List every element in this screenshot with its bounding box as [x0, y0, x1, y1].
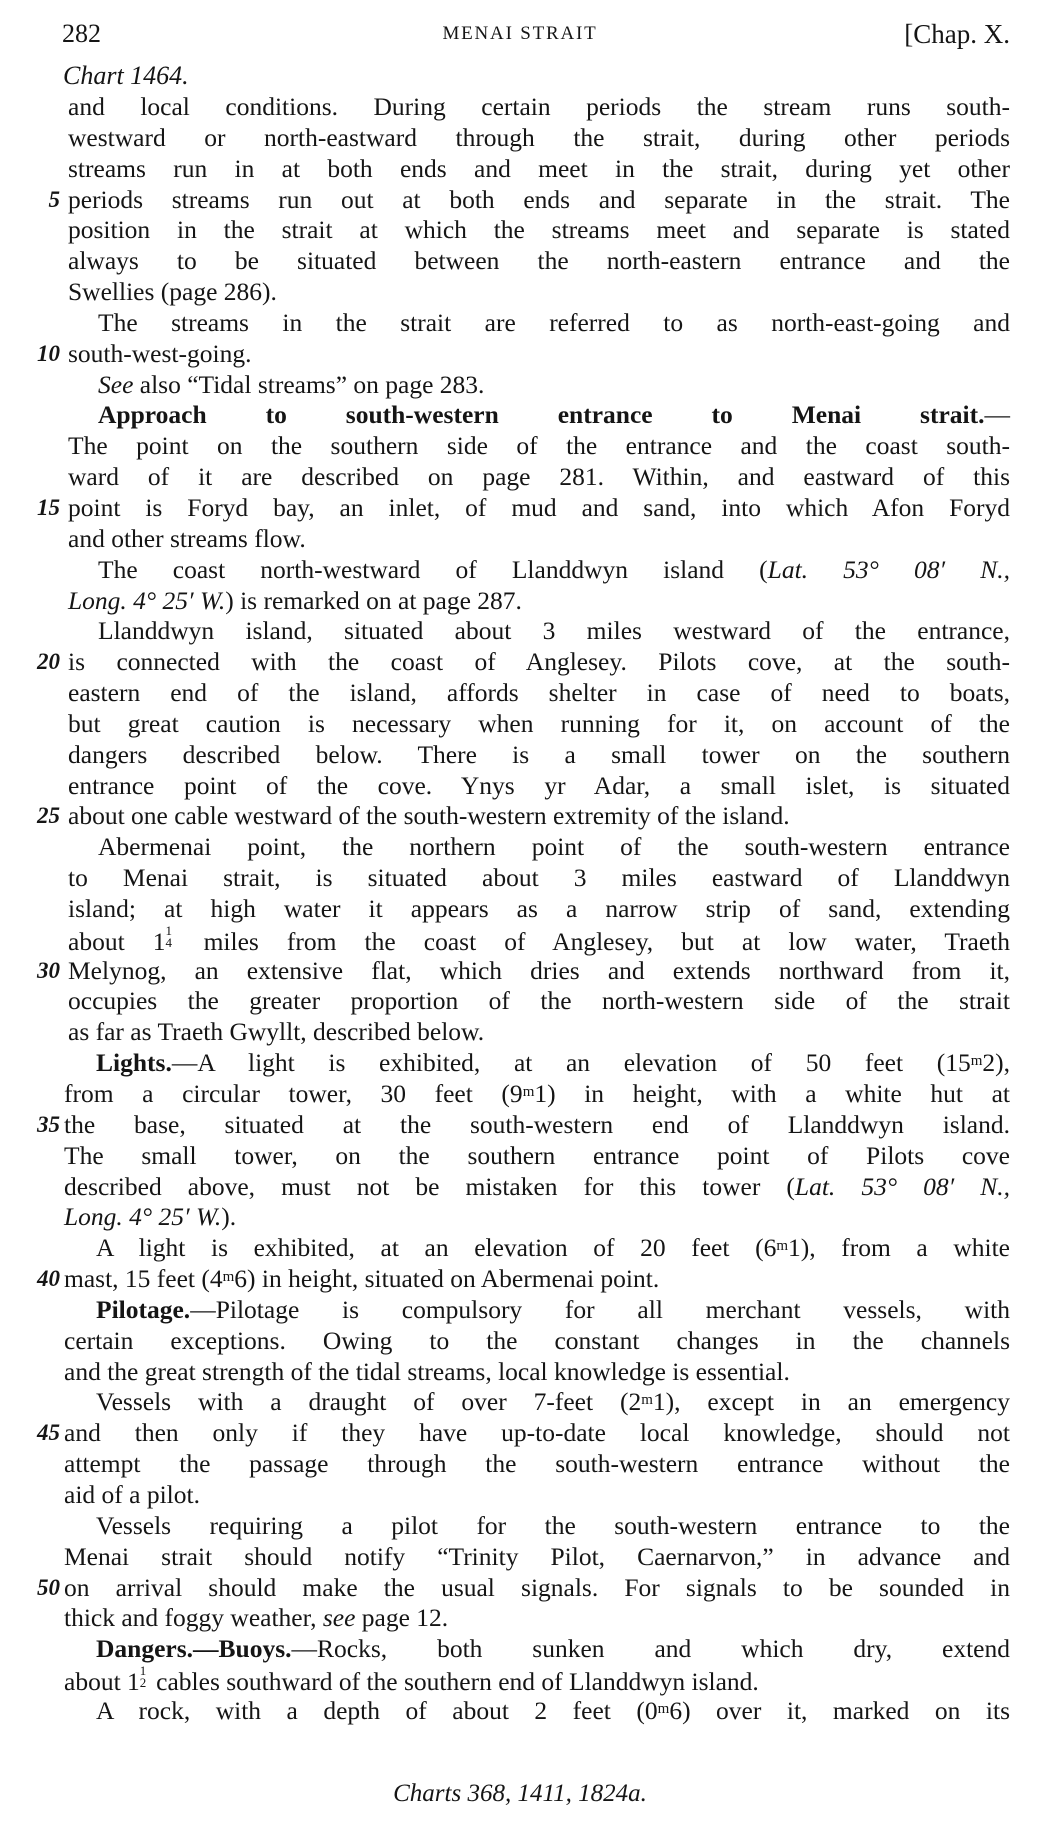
line-text: Vessels requiring a pilot for the south-western entrance to the	[96, 1510, 1010, 1540]
line-number: 45	[37, 1420, 60, 1446]
line-text: and then only if they have up-to-date local knowledge, should not	[64, 1418, 1010, 1448]
text-line	[0, 1110, 1040, 1141]
line-text: Abermenai point, the northern point of the south-western entrance	[98, 832, 1010, 862]
line-text: on arrival should make the usual signals. For signals to be sounded in	[64, 1572, 1010, 1602]
text-line	[0, 1696, 1040, 1727]
line-text: from a circular tower, 30 feet (9$^m$1) in height, with a white hut at	[64, 1079, 1010, 1108]
line-text: mast, 15 feet (4$^m$6) in height, situated on Abermenai point.	[64, 1264, 660, 1294]
text-line	[0, 1079, 1040, 1110]
line-number: 5	[48, 186, 60, 212]
running-title: MENAI STRAIT	[442, 23, 598, 44]
text-line	[0, 1202, 1040, 1233]
text-line	[0, 1634, 1040, 1665]
text-line	[0, 986, 1040, 1017]
text-line	[0, 647, 1040, 678]
line-text: about one cable westward of the south-western extremity of the island.	[68, 801, 790, 831]
line-text: always to be situated between the north-eastern entrance and the	[68, 246, 1010, 276]
text-line	[0, 1480, 1040, 1511]
line-text: is connected with the coast of Anglesey. Pilots cove, at the south-	[68, 647, 1010, 677]
line-text: attempt the passage through the south-western entrance without the	[64, 1449, 1010, 1479]
line-text: westward or north-eastward through the strait, during other periods	[68, 122, 1010, 152]
line-text: thick and foggy weather, see page 12.	[64, 1603, 449, 1633]
line-text: south-west-going.	[68, 338, 252, 368]
text-line	[0, 1326, 1040, 1357]
line-text: Long. 4° 25′ W.) is remarked on at page 287.	[68, 585, 522, 615]
line-text: point is Foryd bay, an inlet, of mud and sand, into which Afon Foryd	[68, 492, 1010, 522]
line-text: See also “Tidal streams” on page 283.	[98, 369, 485, 399]
text-line	[0, 1511, 1040, 1542]
text-line	[0, 771, 1040, 802]
line-text: Swellies (page 286).	[68, 277, 277, 307]
text-line	[0, 1357, 1040, 1388]
text-line	[0, 1295, 1040, 1326]
line-text: Menai strait should notify “Trinity Pilot, Caernarvon,” in advance and	[64, 1541, 1010, 1571]
line-text: certain exceptions. Owing to the constant changes in the channels	[64, 1325, 1010, 1355]
line-number: 35	[37, 1111, 60, 1137]
line-text: Lights.—A light is exhibited, at an elevation of 50 feet (15$^m$2),	[96, 1048, 1010, 1078]
line-number: 50	[37, 1574, 60, 1600]
line-text: entrance point of the cove. Ynys yr Adar, a small islet, is situated	[68, 770, 1010, 800]
line-number: 10	[37, 340, 60, 366]
text-line	[0, 493, 1040, 524]
line-text: occupies the greater proportion of the north-western side of the strait	[68, 986, 1010, 1016]
text-line	[0, 1172, 1040, 1203]
text-line	[0, 185, 1040, 216]
line-text: Dangers.—Buoys.—Rocks, both sunken and which dry, extend	[96, 1634, 1010, 1664]
text-line	[0, 1387, 1040, 1418]
text-line	[0, 246, 1040, 277]
line-text: about 1 1 4 miles from the coast of Anglesey, but at low water, Traeth	[68, 922, 1010, 956]
line-text: The coast north-westward of Llanddwyn island (Lat. 53° 08′ N.,	[98, 554, 1010, 584]
text-line	[0, 740, 1040, 771]
text-line	[0, 1542, 1040, 1573]
line-text: and the great strength of the tidal streams, local knowledge is essential.	[64, 1356, 790, 1386]
text-line	[0, 1603, 1040, 1634]
line-text: and local conditions. During certain periods the stream runs south-	[68, 92, 1010, 121]
text-line	[0, 894, 1040, 925]
line-text: as far as Traeth Gwyllt, described below.	[68, 1017, 485, 1047]
text-line	[0, 339, 1040, 370]
text-line	[0, 400, 1040, 431]
text-line	[0, 277, 1040, 308]
text-line	[0, 1141, 1040, 1172]
line-number: 20	[37, 649, 60, 675]
text-line	[0, 616, 1040, 647]
text-line	[0, 1233, 1040, 1264]
text-line	[0, 863, 1040, 894]
text-line	[0, 1573, 1040, 1604]
text-line	[0, 215, 1040, 246]
text-line	[0, 1418, 1040, 1449]
line-text: streams run in at both ends and meet in the strait, during yet other	[68, 153, 1010, 183]
text-line	[0, 801, 1040, 832]
line-text: dangers described below. There is a small tower on the southern	[68, 739, 1010, 769]
line-text: Approach to south-western entrance to Menai strait.—	[98, 400, 1010, 430]
line-number: 40	[37, 1266, 60, 1292]
footer-charts-reference: Charts 368, 1411, 1824a.	[393, 1780, 647, 1807]
line-text: ward of it are described on page 281. Within, and eastward of this	[68, 462, 1010, 492]
text-line	[0, 1017, 1040, 1048]
text-line	[0, 1264, 1040, 1295]
text-line	[0, 308, 1040, 339]
text-line	[0, 154, 1040, 185]
text-line	[0, 92, 1040, 123]
text-line	[0, 709, 1040, 740]
line-text: aid of a pilot.	[64, 1479, 200, 1509]
text-line	[0, 678, 1040, 709]
line-text: Vessels with a draught of over 7-feet (2$^m$1), except in an emergency	[96, 1387, 1010, 1417]
text-line	[0, 1449, 1040, 1480]
text-line	[0, 431, 1040, 462]
text-line	[0, 1048, 1040, 1079]
text-line	[0, 832, 1040, 863]
line-text: A rock, with a depth of about 2 feet (0$^m$6) over it, marked on its	[96, 1695, 1010, 1725]
line-text: The streams in the strait are referred to as north-east-going and	[98, 307, 1010, 337]
line-text: the base, situated at the south-western end of Llanddwyn island.	[64, 1109, 1010, 1139]
text-line	[0, 956, 1040, 987]
line-text: but great caution is necessary when running for it, on account of the	[68, 708, 1010, 738]
line-text: and other streams flow.	[68, 523, 306, 553]
chart-reference: Chart 1464.	[63, 61, 189, 90]
line-text: described above, must not be mistaken for this tower (Lat. 53° 08′ N.,	[64, 1171, 1010, 1201]
line-text: A light is exhibited, at an elevation of 20 feet (6$^m$1), from a white	[96, 1233, 1011, 1263]
line-text: island; at high water it appears as a narrow strip of sand, extending	[68, 893, 1010, 923]
text-line	[0, 524, 1040, 555]
page-body	[0, 92, 1040, 1727]
text-line	[0, 586, 1040, 617]
line-text: Pilotage.—Pilotage is compulsory for all merchant vessels, with	[96, 1294, 1010, 1324]
line-text: position in the strait at which the streams meet and separate is stated	[68, 215, 1010, 245]
line-text: periods streams run out at both ends and separate in the strait. The	[68, 184, 1010, 214]
text-line	[0, 1665, 1040, 1696]
line-text: Llanddwyn island, situated about 3 miles westward of the entrance,	[98, 616, 1010, 646]
text-line	[0, 370, 1040, 401]
line-number: 25	[37, 803, 60, 829]
line-text: The small tower, on the southern entrance point of Pilots cove	[64, 1140, 1010, 1170]
line-text: about 1 1 2 cables southward of the southern end of Llanddwyn island.	[64, 1663, 759, 1697]
line-number: 30	[37, 957, 60, 983]
text-line	[0, 462, 1040, 493]
line-text: eastern end of the island, affords shelter in case of need to boats,	[68, 678, 1010, 708]
text-line	[0, 922, 1040, 956]
line-text: Long. 4° 25′ W.).	[64, 1202, 237, 1232]
chapter-label: [Chap. X.	[904, 19, 1010, 49]
text-line	[0, 123, 1040, 154]
page-number: 282	[62, 19, 101, 48]
line-text: The point on the southern side of the entrance and the coast south-	[68, 431, 1010, 461]
line-number: 15	[37, 494, 60, 520]
text-line	[0, 555, 1040, 586]
line-text: to Menai strait, is situated about 3 miles eastward of Llanddwyn	[68, 863, 1010, 893]
line-text: Melynog, an extensive flat, which dries and extends northward from it,	[68, 955, 1010, 985]
